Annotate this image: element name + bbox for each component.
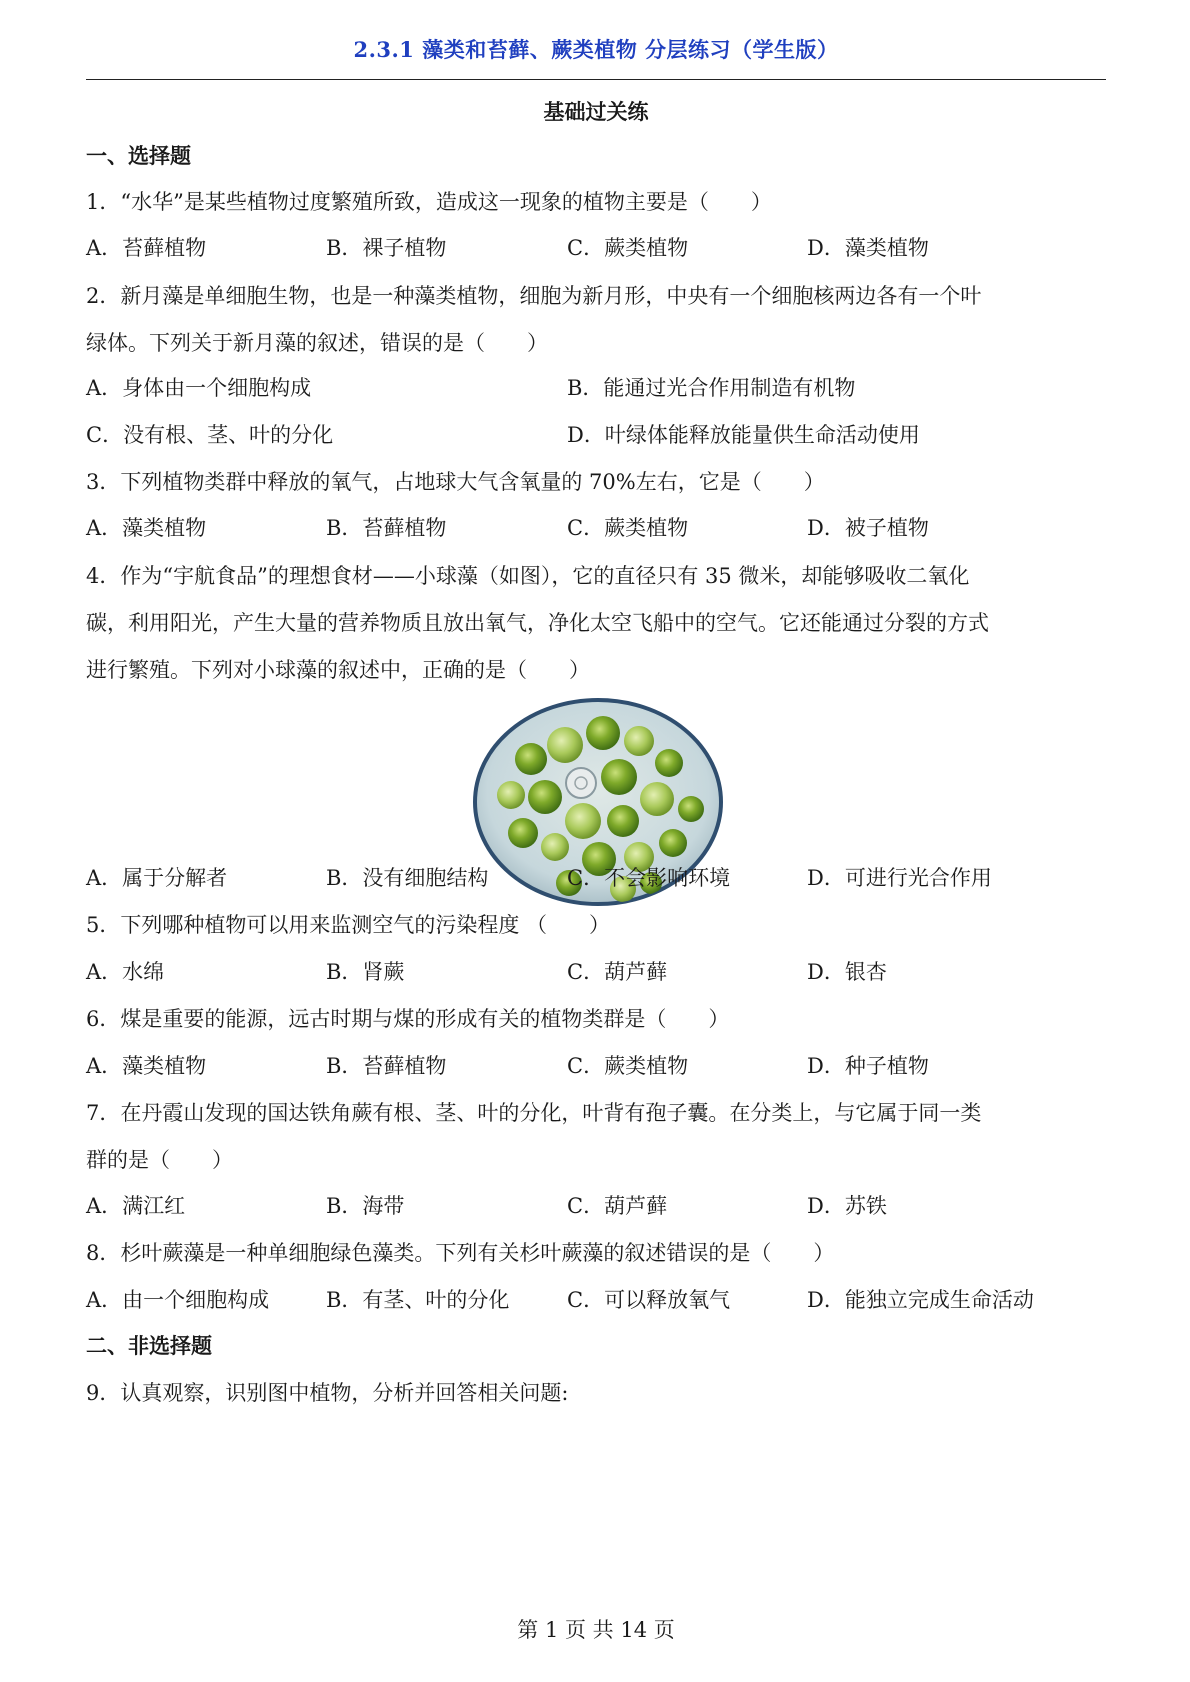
q2-line-1: 2．新月藻是单细胞生物，也是一种藻类植物，细胞为新月形，中央有一个细胞核两边各有一个叶 <box>86 284 982 308</box>
q5-line-1: 5．下列哪种植物可以用来监测空气的污染程度 （ ） <box>86 913 611 937</box>
q7-option-b: B．海带 <box>326 1194 405 1218</box>
q1-option-c: C．蕨类植物 <box>567 236 689 260</box>
q5-option-c: C．葫芦藓 <box>567 960 668 984</box>
q7-line-2: 群的是（ ） <box>86 1148 233 1172</box>
algae-cell <box>541 833 569 861</box>
q1-options <box>86 232 1106 262</box>
q4-option-d: D．可进行光合作用 <box>807 866 992 890</box>
algae-cell <box>547 727 583 763</box>
q1-line-1: 1．“水华”是某些植物过度繁殖所致，造成这一现象的植物主要是（ ） <box>86 190 772 214</box>
algae-cell <box>624 726 654 756</box>
q3-option-a: A．藻类植物 <box>86 516 207 540</box>
q8-option-c: C．可以释放氧气 <box>567 1288 731 1312</box>
q4-option-c: C．不会影响环境 <box>567 866 731 890</box>
q5-option-d: D．银杏 <box>807 960 887 984</box>
q2-option-b: B．能通过光合作用制造有机物 <box>567 376 856 400</box>
algae-cell <box>607 805 639 837</box>
algae-cell <box>497 781 525 809</box>
q7-option-a: A．满江红 <box>86 1194 186 1218</box>
algae-cell <box>528 780 562 814</box>
section-title: 基础过关练 <box>543 99 649 124</box>
q5-option-b: B．肾蕨 <box>326 960 405 984</box>
q2-line-2: 绿体。下列关于新月藻的叙述，错误的是（ ） <box>86 331 548 355</box>
document-page <box>86 0 1106 1682</box>
algae-cell <box>678 796 704 822</box>
part2-heading: 二、非选择题 <box>86 1333 212 1358</box>
q8-line-1: 8．杉叶蕨藻是一种单细胞绿色藻类。下列有关杉叶蕨藻的叙述错误的是（ ） <box>86 1241 835 1265</box>
q4-line-1: 4．作为“宇航食品”的理想食材——小球藻（如图），它的直径只有 35 微米，却能够吸收二氧化 <box>86 564 970 588</box>
q4-option-b: B．没有细胞结构 <box>326 866 489 890</box>
q7-option-d: D．苏铁 <box>807 1194 887 1218</box>
part1-heading: 一、选择题 <box>86 143 191 168</box>
algae-cell <box>601 759 637 795</box>
q4-option-a: A．属于分解者 <box>86 866 228 890</box>
algae-cell <box>515 743 547 775</box>
q7-options <box>86 1190 1106 1220</box>
q4-line-2: 碳，利用阳光，产生大量的营养物质且放出氧气，净化太空飞船中的空气。它还能通过分裂的方式 <box>86 611 989 635</box>
q2-option-d: D．叶绿体能释放能量供生命活动使用 <box>567 423 920 447</box>
algae-cell <box>565 803 601 839</box>
algae-cell <box>640 782 674 816</box>
q8-options <box>86 1284 1106 1314</box>
q3-option-d: D．被子植物 <box>807 516 929 540</box>
algae-cell <box>655 749 683 777</box>
algae-cell <box>508 818 538 848</box>
q8-option-a: A．由一个细胞构成 <box>86 1288 270 1312</box>
q2-option-a: A．身体由一个细胞构成 <box>86 376 312 400</box>
q1-option-d: D．藻类植物 <box>807 236 929 260</box>
q2-options-row-1 <box>86 372 1106 402</box>
q7-option-c: C．葫芦藓 <box>567 1194 668 1218</box>
q3-line-1: 3．下列植物类群中释放的氧气，占地球大气含氧量的 70%左右，它是（ ） <box>86 470 825 494</box>
q9-line-1: 9．认真观察，识别图中植物，分析并回答相关问题: <box>86 1381 569 1405</box>
q3-options <box>86 512 1106 542</box>
q8-option-d: D．能独立完成生命活动 <box>807 1288 1034 1312</box>
algae-cell <box>659 829 687 857</box>
q6-options <box>86 1050 1106 1080</box>
q8-option-b: B．有茎、叶的分化 <box>326 1288 510 1312</box>
q6-option-c: C．蕨类植物 <box>567 1054 689 1078</box>
page-footer: 第 1 页 共 14 页 <box>517 1618 675 1642</box>
document-title: 2.3.1 藻类和苔藓、蕨类植物 分层练习（学生版） <box>353 37 839 62</box>
q5-options <box>86 956 1106 986</box>
q3-option-c: C．蕨类植物 <box>567 516 689 540</box>
algae-cell <box>586 716 620 750</box>
q2-options-row-2 <box>86 419 1106 449</box>
q6-option-b: B．苔藓植物 <box>326 1054 447 1078</box>
empty-cell-wall <box>566 768 596 798</box>
q4-line-3: 进行繁殖。下列对小球藻的叙述中，正确的是（ ） <box>86 658 590 682</box>
q6-option-a: A．藻类植物 <box>86 1054 207 1078</box>
q1-option-b: B．裸子植物 <box>326 236 447 260</box>
q5-option-a: A．水绵 <box>86 960 165 984</box>
q2-option-c: C．没有根、茎、叶的分化 <box>86 423 334 447</box>
q3-option-b: B．苔藓植物 <box>326 516 447 540</box>
q1-option-a: A．苔藓植物 <box>86 236 207 260</box>
q6-option-d: D．种子植物 <box>807 1054 929 1078</box>
q6-line-1: 6．煤是重要的能源，远古时期与煤的形成有关的植物类群是（ ） <box>86 1007 730 1031</box>
q7-line-1: 7．在丹霞山发现的国达铁角蕨有根、茎、叶的分化，叶背有孢子囊。在分类上，与它属于同一类 <box>86 1101 982 1125</box>
header-rule <box>86 79 1106 80</box>
q4-options <box>86 862 1106 892</box>
